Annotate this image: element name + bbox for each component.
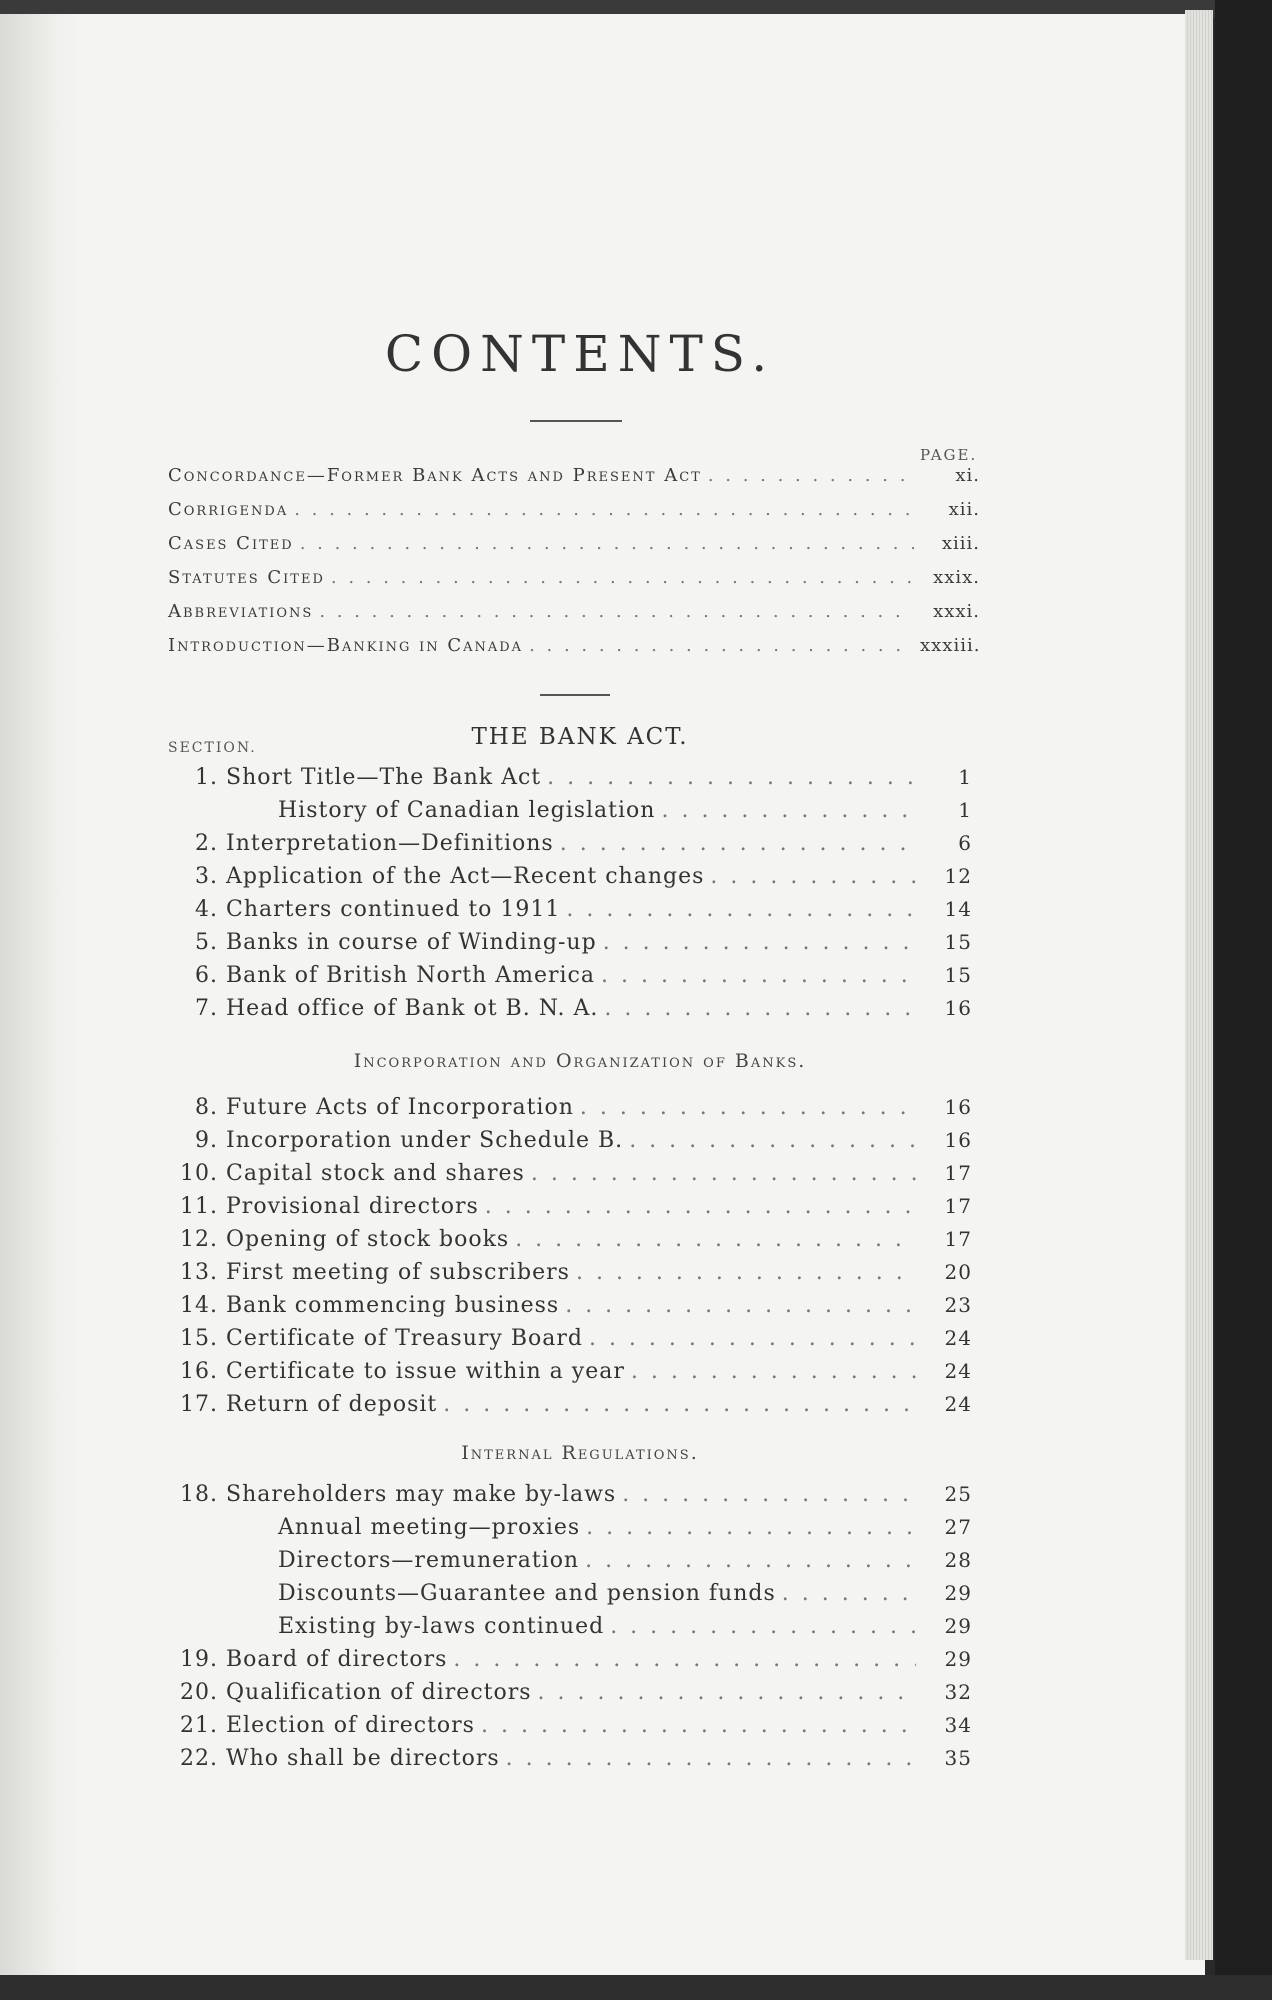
dot-leader	[538, 1680, 916, 1705]
section-title: Shareholders may make by-laws	[226, 1482, 617, 1507]
section-row	[160, 897, 972, 930]
section-list-incorporation	[160, 1095, 972, 1425]
section-row	[160, 798, 972, 831]
front-matter-row	[168, 465, 980, 499]
dot-leader	[453, 1647, 916, 1672]
section-page: 24	[944, 1392, 972, 1416]
front-matter-row	[168, 567, 980, 601]
section-list-internal-regulations	[160, 1482, 972, 1779]
section-title: Incorporation under Schedule B.	[226, 1128, 624, 1153]
section-number: 22.	[180, 1746, 218, 1771]
section-title: Qualification of directors	[226, 1680, 532, 1705]
section-number: 17.	[180, 1392, 218, 1417]
section-row	[160, 1713, 972, 1746]
front-matter-row	[168, 533, 980, 567]
dot-leader	[485, 1194, 916, 1219]
dot-leader	[629, 1128, 916, 1153]
section-page: 34	[944, 1713, 972, 1737]
section-page: 15	[944, 963, 972, 987]
section-title: Head office of Bank ot B. N. A.	[226, 996, 599, 1021]
section-title: Opening of stock books	[226, 1227, 510, 1252]
dot-leader	[560, 831, 916, 856]
section-row	[160, 1293, 972, 1326]
dot-leader	[708, 465, 914, 486]
section-row	[160, 765, 972, 798]
section-number: 3.	[195, 864, 218, 889]
section-title: First meeting of subscribers	[226, 1260, 570, 1285]
section-number: 6.	[195, 963, 218, 988]
front-matter-row	[168, 635, 980, 669]
section-page: 23	[944, 1293, 972, 1317]
section-row	[160, 1581, 972, 1614]
dot-leader	[506, 1746, 916, 1771]
dot-leader	[601, 963, 916, 988]
front-matter-row	[168, 499, 980, 533]
section-title: Capital stock and shares	[226, 1161, 525, 1186]
section-page: 17	[944, 1194, 972, 1218]
front-matter-label: Corrigenda	[168, 499, 289, 520]
front-matter-page: xxxi.	[933, 601, 980, 622]
section-title: Application of the Act—Recent changes	[226, 864, 705, 889]
section-page: 29	[944, 1614, 972, 1638]
dot-leader	[529, 635, 914, 656]
section-row	[160, 1614, 972, 1647]
front-matter-page: xi.	[955, 465, 980, 486]
section-title: Banks in course of Winding-up	[226, 930, 597, 955]
dot-leader	[603, 930, 916, 955]
book-cover-edge	[1215, 0, 1272, 2000]
section-page: 16	[944, 1128, 972, 1152]
dot-leader	[585, 1548, 916, 1573]
section-page: 6	[958, 831, 972, 855]
section-page: 16	[944, 996, 972, 1020]
front-matter-page: xxxiii.	[920, 635, 981, 656]
section-title: Interpretation—Definitions	[226, 831, 554, 856]
dot-leader	[661, 798, 916, 823]
section-number: 12.	[180, 1227, 218, 1252]
section-row	[160, 1260, 972, 1293]
dot-leader	[710, 864, 916, 889]
section-number: 20.	[180, 1680, 218, 1705]
section-title: Bank commencing business	[226, 1293, 560, 1318]
act-title: THE BANK ACT.	[471, 724, 689, 750]
dot-leader	[515, 1227, 916, 1252]
section-number: 8.	[195, 1095, 218, 1120]
section-title: Certificate to issue within a year	[226, 1359, 625, 1384]
dot-leader	[531, 1161, 916, 1186]
section-number: 7.	[195, 996, 218, 1021]
front-matter-page: xiii.	[941, 533, 980, 554]
section-list-general	[160, 765, 972, 1029]
dot-leader	[610, 1614, 916, 1639]
section-title: Election of directors	[226, 1713, 475, 1738]
dot-leader	[622, 1482, 916, 1507]
section-row	[160, 996, 972, 1029]
section-number: 21.	[180, 1713, 218, 1738]
book-bottom-edge	[0, 1975, 1272, 2000]
section-number: 13.	[180, 1260, 218, 1285]
section-number: 19.	[180, 1647, 218, 1672]
section-title: Charters continued to 1911	[226, 897, 561, 922]
section-row	[160, 930, 972, 963]
group-heading-incorporation: Incorporation and Organization of Banks.	[353, 1050, 807, 1072]
section-number: 11.	[180, 1194, 218, 1219]
dot-leader	[331, 567, 914, 588]
page-gutter-shadow	[0, 14, 80, 1989]
front-matter-page: xxix.	[933, 567, 980, 588]
section-row	[160, 1647, 972, 1680]
page-column-label: PAGE.	[920, 446, 978, 464]
section-number: 4.	[195, 897, 218, 922]
section-page: 29	[944, 1647, 972, 1671]
contents-title: CONTENTS.	[384, 325, 776, 383]
section-page: 14	[944, 897, 972, 921]
section-page: 32	[944, 1680, 972, 1704]
section-number: 10.	[180, 1161, 218, 1186]
section-row	[160, 1227, 972, 1260]
section-number: 1.	[195, 765, 218, 790]
section-title: Board of directors	[226, 1647, 448, 1672]
section-page: 17	[944, 1161, 972, 1185]
section-page: 12	[944, 864, 972, 888]
dot-leader	[580, 1095, 916, 1120]
front-matter-list	[168, 465, 980, 669]
dot-leader	[586, 1515, 916, 1540]
section-page: 15	[944, 930, 972, 954]
section-page: 28	[944, 1548, 972, 1572]
section-page: 1	[958, 765, 972, 789]
section-number: 15.	[180, 1326, 218, 1351]
section-row	[160, 864, 972, 897]
section-row	[160, 1392, 972, 1425]
section-row	[160, 1326, 972, 1359]
section-title: Certificate of Treasury Board	[226, 1326, 583, 1351]
section-page: 35	[944, 1746, 972, 1770]
section-number: 5.	[195, 930, 218, 955]
section-row	[160, 1128, 972, 1161]
dot-leader	[782, 1581, 916, 1606]
section-number: 18.	[180, 1482, 218, 1507]
title-rule	[530, 420, 622, 422]
section-row	[160, 831, 972, 864]
section-title: Annual meeting—proxies	[278, 1515, 581, 1540]
section-page: 27	[944, 1515, 972, 1539]
page-fore-edge	[1185, 10, 1213, 1960]
section-row	[160, 1161, 972, 1194]
dot-leader	[443, 1392, 916, 1417]
section-row	[160, 1482, 972, 1515]
section-number: 2.	[195, 831, 218, 856]
section-title: Bank of British North America	[226, 963, 595, 988]
dot-leader	[631, 1359, 916, 1384]
section-row	[160, 1548, 972, 1581]
section-title: Return of deposit	[226, 1392, 438, 1417]
dot-leader	[319, 601, 914, 622]
section-title: Provisional directors	[226, 1194, 479, 1219]
section-row	[160, 1095, 972, 1128]
front-matter-label: Cases Cited	[168, 533, 294, 554]
front-matter-label: Introduction—Banking in Canada	[168, 635, 524, 656]
section-page: 20	[944, 1260, 972, 1284]
section-page: 1	[958, 798, 972, 822]
dot-leader	[566, 897, 916, 922]
section-page: 17	[944, 1227, 972, 1251]
front-matter-label: Abbreviations	[168, 601, 314, 622]
front-matter-label: Concordance—Former Bank Acts and Present Act	[168, 465, 702, 486]
dot-leader	[604, 996, 916, 1021]
section-title: History of Canadian legislation	[278, 798, 656, 823]
dot-leader	[565, 1293, 916, 1318]
dot-leader	[576, 1260, 916, 1285]
dot-leader	[294, 499, 914, 520]
section-title: Future Acts of Incorporation	[226, 1095, 574, 1120]
section-row	[160, 1359, 972, 1392]
section-number: 9.	[195, 1128, 218, 1153]
section-page: 24	[944, 1359, 972, 1383]
section-row	[160, 1194, 972, 1227]
section-row	[160, 1680, 972, 1713]
section-number: 14.	[180, 1293, 218, 1318]
dot-leader	[589, 1326, 916, 1351]
section-title: Who shall be directors	[226, 1746, 500, 1771]
section-page: 24	[944, 1326, 972, 1350]
front-matter-label: Statutes Cited	[168, 567, 325, 588]
dot-leader	[300, 533, 914, 554]
section-row	[160, 1746, 972, 1779]
group-heading-internal-regulations: Internal Regulations.	[461, 1442, 699, 1464]
section-page: 25	[944, 1482, 972, 1506]
front-matter-page: xii.	[948, 499, 980, 520]
section-number: 16.	[180, 1359, 218, 1384]
section-title: Existing by-laws continued	[278, 1614, 605, 1639]
section-page: 29	[944, 1581, 972, 1605]
section-row	[160, 1515, 972, 1548]
section-title: Short Title—The Bank Act	[226, 765, 542, 790]
section-row	[160, 963, 972, 996]
section-title: Directors—remuneration	[278, 1548, 580, 1573]
front-matter-row	[168, 601, 980, 635]
section-title: Discounts—Guarantee and pension funds	[278, 1581, 776, 1606]
section-column-label: SECTION.	[168, 740, 257, 756]
dot-leader	[481, 1713, 916, 1738]
section-rule	[540, 694, 610, 696]
section-page: 16	[944, 1095, 972, 1119]
dot-leader	[547, 765, 916, 790]
